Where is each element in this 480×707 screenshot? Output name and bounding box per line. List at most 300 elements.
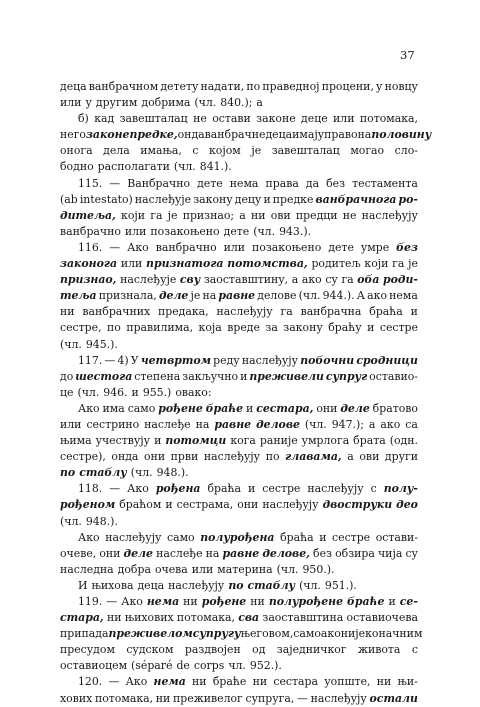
word: учествују xyxy=(95,434,151,448)
word: надати, xyxy=(200,80,245,93)
word: 951.). xyxy=(324,578,357,592)
word: први xyxy=(170,450,199,464)
word: бодно xyxy=(60,160,94,174)
word: браћа xyxy=(207,482,241,496)
word: наслеђује xyxy=(134,192,192,206)
word: наслеђују xyxy=(361,208,418,222)
word: ни xyxy=(251,208,266,222)
emphasized-word: равне xyxy=(218,289,256,303)
word: 943.). xyxy=(279,224,312,238)
emphasized-word: главама, xyxy=(285,450,342,464)
word: или xyxy=(191,562,214,576)
word: (чл. xyxy=(60,514,82,528)
emphasized-word: нема xyxy=(153,675,186,689)
word: И xyxy=(78,578,88,592)
word: обзира xyxy=(335,546,375,560)
word: закључно xyxy=(182,369,239,383)
word: тестамента xyxy=(352,176,418,190)
word: Ако xyxy=(125,675,148,689)
word: наслеђују xyxy=(105,530,162,544)
text-line xyxy=(60,626,423,642)
word: наслеђују xyxy=(307,482,364,496)
word: или xyxy=(120,257,143,271)
word: по xyxy=(107,321,121,335)
word: 840.); xyxy=(220,96,253,110)
word: и xyxy=(410,305,418,319)
word: 950.). xyxy=(302,562,335,576)
word: наслеђе xyxy=(144,417,191,431)
word: наслеђују xyxy=(241,353,299,367)
word: браћу xyxy=(328,321,362,335)
word: (одн. xyxy=(389,434,418,448)
word: сестара xyxy=(273,675,318,689)
word: децу xyxy=(234,192,262,206)
word: 947.); xyxy=(331,417,364,431)
word: не xyxy=(193,112,207,126)
word: и xyxy=(388,595,396,608)
word: њи- xyxy=(397,675,418,689)
word: сестре xyxy=(379,321,418,335)
emphasized-word: супругу xyxy=(192,627,241,641)
word: corps xyxy=(193,659,225,673)
emphasized-word: законога xyxy=(60,257,118,271)
word: раније xyxy=(259,434,298,448)
word: оногa xyxy=(60,144,93,158)
word: дете xyxy=(328,240,354,254)
text-line xyxy=(60,481,418,497)
word: Ако xyxy=(78,401,100,415)
emphasized-word: ро- xyxy=(398,192,418,206)
emphasized-word: четвртом xyxy=(140,353,211,367)
word: наслеђује xyxy=(120,273,177,287)
word: њихова xyxy=(91,578,134,592)
word: ни xyxy=(376,675,392,689)
word: 4) xyxy=(117,353,129,367)
word: (чл. xyxy=(253,224,276,238)
word: de xyxy=(176,659,190,673)
word: предци xyxy=(295,208,338,222)
word: — xyxy=(109,482,121,496)
word: очеве, xyxy=(60,546,97,560)
word: ванбрачно xyxy=(60,224,121,238)
text-line xyxy=(60,369,418,385)
word: степена xyxy=(134,369,181,383)
word: они xyxy=(99,546,121,560)
word: по xyxy=(246,80,261,93)
word: преживелог xyxy=(173,691,243,705)
word: intestato) xyxy=(79,192,133,206)
word: остави- xyxy=(375,530,418,544)
word: је xyxy=(408,257,418,271)
word: ни xyxy=(60,305,75,319)
word: добрима xyxy=(141,96,191,110)
emphasized-word: равне xyxy=(214,417,252,431)
emphasized-word: по xyxy=(60,466,76,480)
word: а xyxy=(256,96,263,110)
emphasized-word: теља xyxy=(60,289,97,303)
word: и xyxy=(319,530,327,544)
word: (чл. xyxy=(130,466,153,480)
word: кога xyxy=(230,434,256,448)
word: дела xyxy=(103,144,130,158)
word: праведној xyxy=(262,80,320,93)
text-line xyxy=(60,530,418,546)
word: наслеђују xyxy=(262,498,319,512)
word: а xyxy=(368,417,376,431)
word: Ако xyxy=(127,240,149,254)
word: онда xyxy=(111,450,139,464)
word: ни xyxy=(106,611,122,625)
word: ако xyxy=(320,627,341,641)
word: или xyxy=(124,224,147,238)
emphasized-word: предке, xyxy=(129,128,178,142)
word: за xyxy=(265,321,278,335)
word: чл. xyxy=(228,659,246,673)
word: ни xyxy=(155,691,171,705)
word: детету xyxy=(160,80,199,93)
word: браћом xyxy=(119,498,162,512)
word: деца xyxy=(137,578,165,592)
word: реду xyxy=(213,353,240,367)
text-line xyxy=(60,594,418,610)
word: закону xyxy=(193,192,233,206)
word: право xyxy=(324,128,358,142)
text-line xyxy=(60,497,418,513)
word: деца xyxy=(265,128,293,142)
word: браћа xyxy=(369,305,403,319)
emphasized-word: рођене xyxy=(158,401,203,415)
word: ако xyxy=(380,417,401,431)
word: деца xyxy=(60,80,87,93)
emphasized-word: признао, xyxy=(60,273,117,287)
word: ни xyxy=(192,675,207,689)
word: очева xyxy=(154,562,188,576)
word: а xyxy=(239,208,246,222)
word: а xyxy=(291,273,299,287)
text-line xyxy=(60,304,418,320)
word: или xyxy=(223,240,246,254)
word: признао; xyxy=(182,208,235,222)
text-line xyxy=(60,95,418,111)
word: ни xyxy=(252,675,268,689)
word: сестре xyxy=(332,530,371,544)
word: у xyxy=(376,80,383,93)
word: у xyxy=(85,96,92,110)
word: без xyxy=(313,546,332,560)
word: с xyxy=(370,482,377,496)
word: — xyxy=(106,595,118,608)
word: који xyxy=(121,208,146,222)
word: без xyxy=(326,176,346,190)
text-line xyxy=(60,514,418,530)
word: они xyxy=(237,498,259,512)
word: — xyxy=(109,176,121,190)
emphasized-word: равне xyxy=(222,546,260,560)
word: ни xyxy=(183,595,198,608)
word: деце xyxy=(301,112,328,126)
word: је xyxy=(251,144,262,158)
word: с xyxy=(192,144,199,158)
word: судском xyxy=(126,643,174,657)
text-line xyxy=(60,320,418,336)
word: Ако xyxy=(78,530,100,544)
word: (séparé xyxy=(131,659,173,673)
text-line xyxy=(60,111,418,127)
emphasized-word: стара, xyxy=(60,611,104,625)
word: 841.). xyxy=(199,160,232,174)
word: це xyxy=(60,385,74,399)
word: (чл. xyxy=(77,385,100,399)
word: само xyxy=(166,530,195,544)
word: нема xyxy=(229,176,259,190)
text-line xyxy=(60,562,418,578)
word: признала, xyxy=(98,289,157,303)
text-line xyxy=(60,417,418,433)
word: су xyxy=(325,273,338,287)
word: којом xyxy=(209,144,241,158)
emphasized-word: сестара, xyxy=(256,401,314,415)
word: припада xyxy=(60,627,109,641)
word: дете xyxy=(223,224,250,238)
text-line xyxy=(60,192,418,208)
word: сестрино xyxy=(86,417,140,431)
word: 948.). xyxy=(85,514,118,528)
word: завешталац xyxy=(119,112,188,126)
word: могао xyxy=(350,144,385,158)
emphasized-word: потомства, xyxy=(227,257,308,271)
word: У xyxy=(130,353,139,367)
word: 120. xyxy=(78,675,103,689)
word: дете xyxy=(197,176,223,190)
word: А xyxy=(356,289,365,303)
text-line xyxy=(60,176,418,192)
emphasized-word: оба xyxy=(357,273,380,287)
emphasized-word: полурођена xyxy=(200,530,275,544)
word: ванбрачном xyxy=(88,80,159,93)
word: сестре xyxy=(262,482,301,496)
word: и xyxy=(240,369,248,383)
word: — xyxy=(108,675,120,689)
word: који xyxy=(364,257,389,271)
word: њима xyxy=(60,434,92,448)
emphasized-word: деле xyxy=(158,289,189,303)
word: га xyxy=(150,208,163,222)
emphasized-word: шестога xyxy=(75,369,133,383)
word: чија xyxy=(377,546,403,560)
word: они xyxy=(144,450,166,464)
word: 952.). xyxy=(249,659,282,673)
word: живота xyxy=(357,643,401,657)
word: хових xyxy=(60,691,93,705)
word: законе xyxy=(256,112,296,126)
word: 946. xyxy=(103,385,128,399)
word: и xyxy=(248,482,256,496)
word: је xyxy=(167,208,178,222)
text-line xyxy=(60,240,418,256)
word: (чл. xyxy=(60,337,82,351)
word: с xyxy=(411,643,418,657)
word: 945.). xyxy=(85,337,118,351)
emphasized-word: део xyxy=(396,498,418,512)
word: умрлога xyxy=(301,434,350,448)
word: оставио- xyxy=(369,369,418,383)
text-line xyxy=(60,465,418,481)
emphasized-word: побочни xyxy=(300,353,355,367)
word: само xyxy=(293,627,321,641)
word: од xyxy=(252,643,266,657)
emphasized-word: преживелом xyxy=(108,627,193,641)
word: раздвојен xyxy=(184,643,241,657)
word: или xyxy=(333,112,355,126)
word: и xyxy=(367,321,375,335)
emphasized-word: остали xyxy=(369,691,418,705)
emphasized-word: двоструки xyxy=(322,498,393,512)
word: Ванбрачно xyxy=(127,176,191,190)
word: 115. xyxy=(78,176,103,190)
word: ови xyxy=(359,450,380,464)
word: на xyxy=(195,417,210,431)
emphasized-word: половину xyxy=(371,128,432,142)
text-line xyxy=(60,208,418,224)
word: 944.). xyxy=(322,289,355,303)
word: правилима, xyxy=(126,321,194,335)
word: и xyxy=(263,192,271,206)
word: 117. xyxy=(78,353,103,367)
emphasized-word: роди- xyxy=(383,273,418,287)
emphasized-word: потомци xyxy=(165,434,227,448)
word: га xyxy=(280,305,293,319)
word: ако xyxy=(301,273,322,287)
word: делове xyxy=(257,289,297,303)
word: (чл. xyxy=(194,96,217,110)
word: — xyxy=(104,353,116,367)
word: кад xyxy=(94,112,115,126)
word: оставиоцем xyxy=(60,659,128,673)
word: ови xyxy=(270,208,291,222)
word: или xyxy=(60,417,82,431)
word: коначним xyxy=(365,627,423,641)
emphasized-word: деле xyxy=(340,401,370,415)
word: него xyxy=(60,128,86,142)
word: — xyxy=(109,240,121,254)
word: сестре), xyxy=(60,450,106,464)
word: нема xyxy=(389,289,418,303)
word: наслеђују xyxy=(310,691,367,705)
word: 119. xyxy=(78,595,103,608)
text-line xyxy=(60,224,418,240)
text-line xyxy=(60,79,418,95)
word: на xyxy=(205,546,220,560)
emphasized-word: полурођене xyxy=(268,595,344,608)
word: га xyxy=(341,273,354,287)
emphasized-word: делове xyxy=(256,417,300,431)
text-line xyxy=(60,256,418,272)
emphasized-word: преживели xyxy=(249,369,324,383)
word: ванбрачно xyxy=(155,240,217,254)
word: брата xyxy=(353,434,386,448)
word: га xyxy=(392,257,405,271)
word: потомака, xyxy=(359,112,418,126)
word: умре xyxy=(360,240,390,254)
word: и xyxy=(165,498,173,512)
word: по xyxy=(265,450,280,464)
word: вреде xyxy=(227,321,260,335)
emphasized-word: рођена xyxy=(155,482,201,496)
word: уопште, xyxy=(324,675,371,689)
word: (ab xyxy=(60,192,78,206)
emphasized-word: сву xyxy=(179,273,201,287)
emphasized-word: стаблу xyxy=(79,466,127,480)
text-line xyxy=(60,674,418,690)
word: позакоњено xyxy=(252,240,322,254)
word: (чл. xyxy=(173,160,196,174)
emphasized-word: без xyxy=(396,240,418,254)
word: и xyxy=(131,385,139,399)
word: имају xyxy=(292,128,325,142)
word: 116. xyxy=(78,240,103,254)
word: сестре, xyxy=(60,321,102,335)
text-line xyxy=(60,127,432,143)
emphasized-word: сва xyxy=(238,611,260,625)
word: заоставштину, xyxy=(203,273,289,287)
word: 948.). xyxy=(156,466,189,480)
word: супруга, xyxy=(245,691,295,705)
emphasized-word: супруг xyxy=(325,369,368,383)
word: не xyxy=(342,208,357,222)
word: б) xyxy=(78,112,89,126)
word: братово xyxy=(372,401,418,415)
word: овако: xyxy=(175,385,212,399)
word: његовом, xyxy=(240,627,294,641)
word: они xyxy=(316,401,338,415)
word: сло- xyxy=(394,144,418,158)
text-line xyxy=(60,337,418,353)
word: ванбрачне xyxy=(204,128,266,142)
word: на xyxy=(357,128,372,142)
text-line xyxy=(60,691,418,707)
emphasized-word: се- xyxy=(399,595,418,608)
word: други xyxy=(384,450,418,464)
word: наслеђују xyxy=(203,450,261,464)
word: позакоњено xyxy=(150,224,220,238)
word: њихових xyxy=(124,611,174,625)
emphasized-word: законе xyxy=(85,128,130,142)
emphasized-word: рођене xyxy=(201,595,247,608)
emphasized-word: нема xyxy=(146,595,180,608)
text-line xyxy=(60,578,418,594)
text-line xyxy=(60,642,418,658)
word: (чл. xyxy=(298,289,321,303)
word: наслеђе xyxy=(156,546,203,560)
word: има xyxy=(102,401,125,415)
text-line xyxy=(60,353,418,369)
word: браћа xyxy=(280,530,314,544)
word: располагати xyxy=(97,160,170,174)
body-text xyxy=(60,79,432,707)
text-line xyxy=(60,385,418,401)
emphasized-word: браће xyxy=(347,595,385,608)
word: пресудом xyxy=(60,643,115,657)
word: и xyxy=(154,434,162,448)
word: родитељ xyxy=(311,257,361,271)
emphasized-word: делове, xyxy=(262,546,310,560)
text-line xyxy=(60,159,418,175)
word: наследна xyxy=(60,562,114,576)
word: (чл. xyxy=(299,578,321,592)
word: имања, xyxy=(140,144,182,158)
word: која xyxy=(198,321,222,335)
word: ни xyxy=(250,595,265,608)
